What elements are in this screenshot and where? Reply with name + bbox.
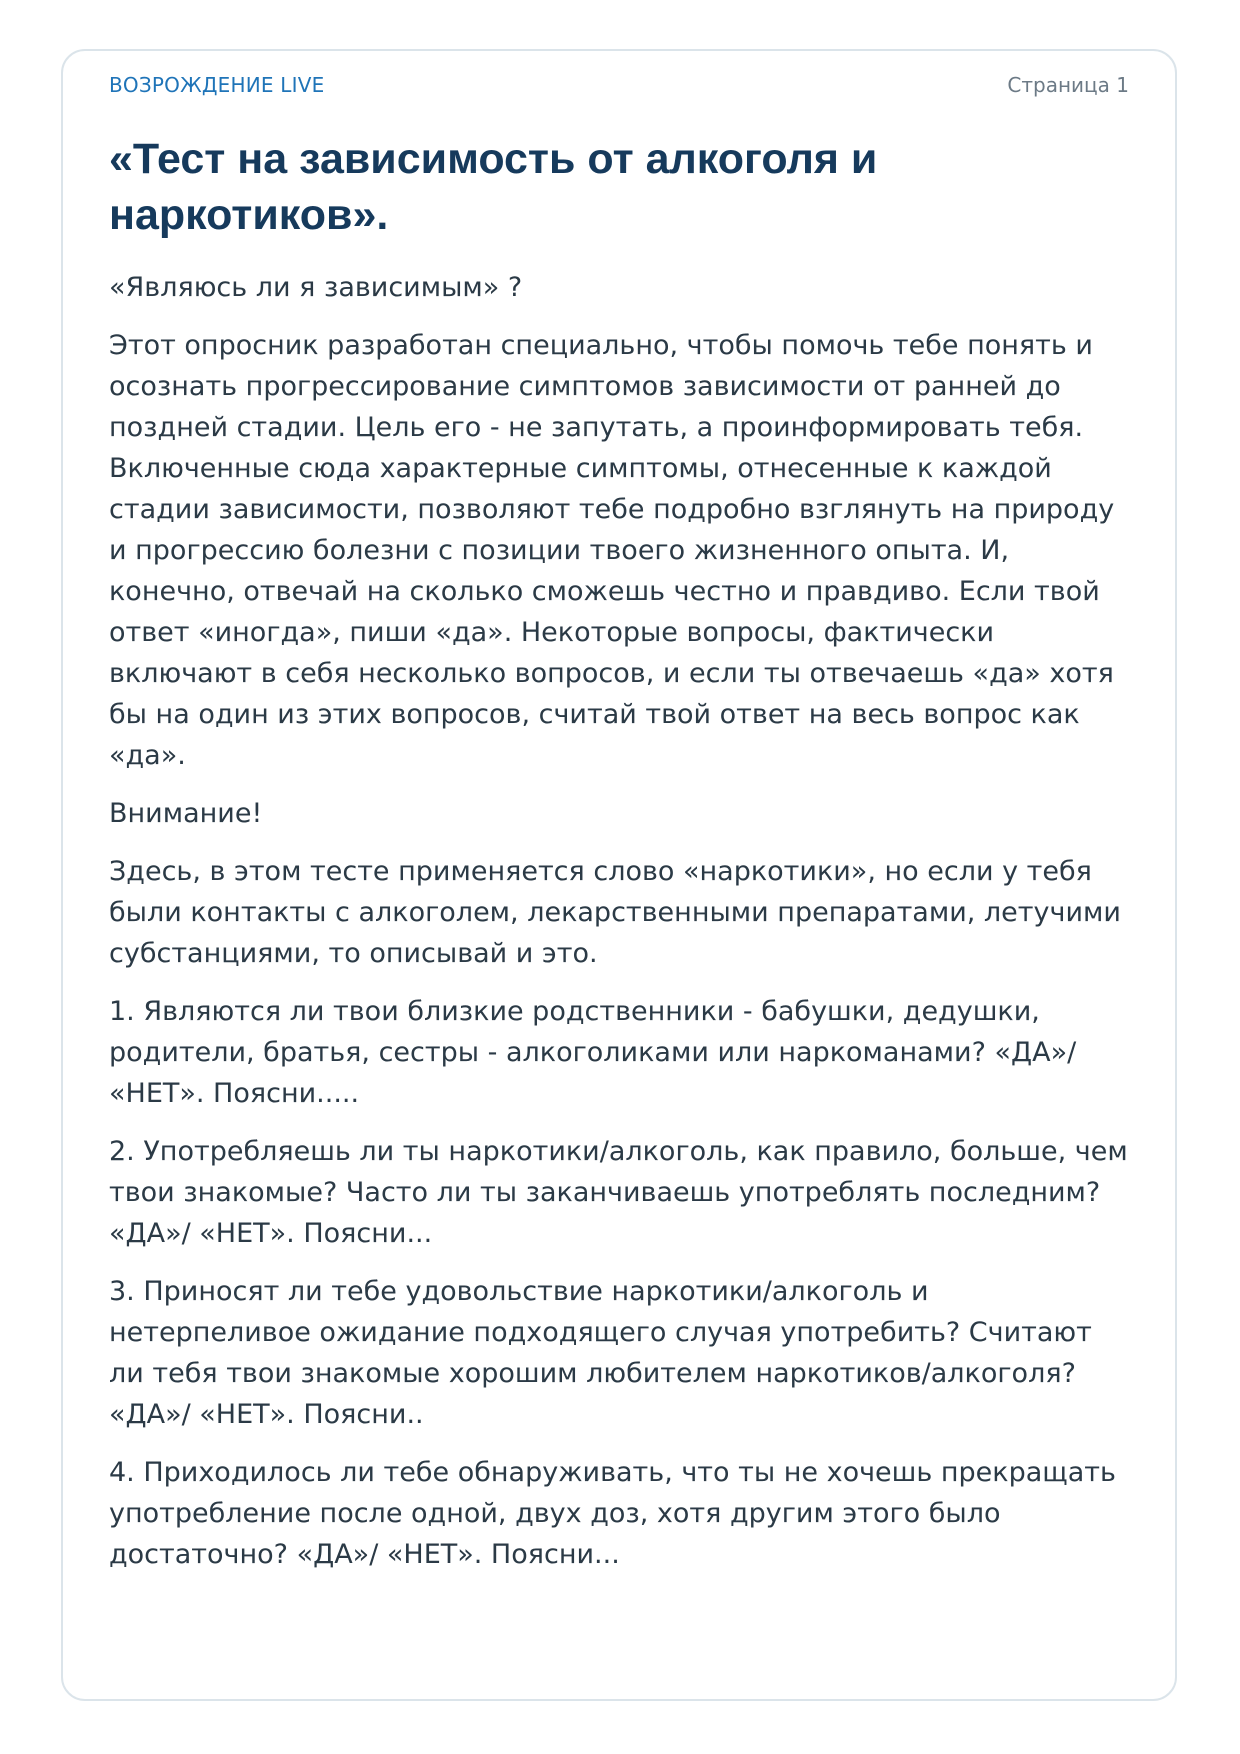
question-1: 1. Являются ли твои близкие родственники - бабушки, дедушки, родители, братья, сестры - алкоголиками или наркоманами? «ДА»/ «НЕТ». Поясни..... [109,996,1077,1109]
question-4: 4. Приходилось ли тебе обнаруживать, что ты не хочешь прекращать употребление после одной, двух доз, хотя другим этого было достаточно? «ДА»/ «НЕТ». Поясни... [109,1457,1116,1570]
attention-heading: Внимание! [109,798,263,829]
question-2: 2. Употребляешь ли ты наркотики/алкоголь, как правило, больше, чем твои знакомые? Часто ли ты заканчиваешь употреблять последним? «ДА»/ «НЕТ». Поясни... [109,1136,1128,1249]
document-subtitle: «Являюсь ли я зависимым» ? [109,272,523,303]
attention-paragraph: Здесь, в этом тесте применяется слово «наркотики», но если у тебя были контакты с алкоголем, лекарственными препаратами, летучими субстанциями, то описывай и это. [109,856,1121,969]
document-page [61,49,1177,1701]
intro-paragraph: Этот опросник разработан специально, чтобы помочь тебе понять и осознать прогрессирование симптомов зависимости от ранней до поздней стадии. Цель его - не запутать, а проинформировать тебя. Включенные сюда характерные симптомы, отнесенные к каждой стадии зависимости, позволяют тебе подробно взглянуть на природу и прогрессию болезни с позиции твоего жизненного опыта. И, конечно, отвечай на сколько сможешь честно и правдиво. Если твой ответ «иногда», пиши «да». Некоторые вопросы, фактически включают в себя несколько вопросов, и если ты отвечаешь «да» хотя бы на один из этих вопросов, считай твой ответ на весь вопрос как «да». [109,330,1115,771]
brand-name: ВОЗРОЖДЕНИЕ LIVE [109,73,325,97]
page-number: Страница 1 [1007,73,1129,97]
question-3: 3. Приносят ли тебе удовольствие наркотики/алкоголь и нетерпеливое ожидание подходящего случая употребить? Считают ли тебя твои знакомые хорошим любителем наркотиков/алкоголя? «ДА»/ «НЕТ». Поясни.. [109,1276,1092,1430]
document-title: «Тест на зависимость от алкоголя и наркотиков». [109,135,878,239]
document-body [109,131,1129,1592]
